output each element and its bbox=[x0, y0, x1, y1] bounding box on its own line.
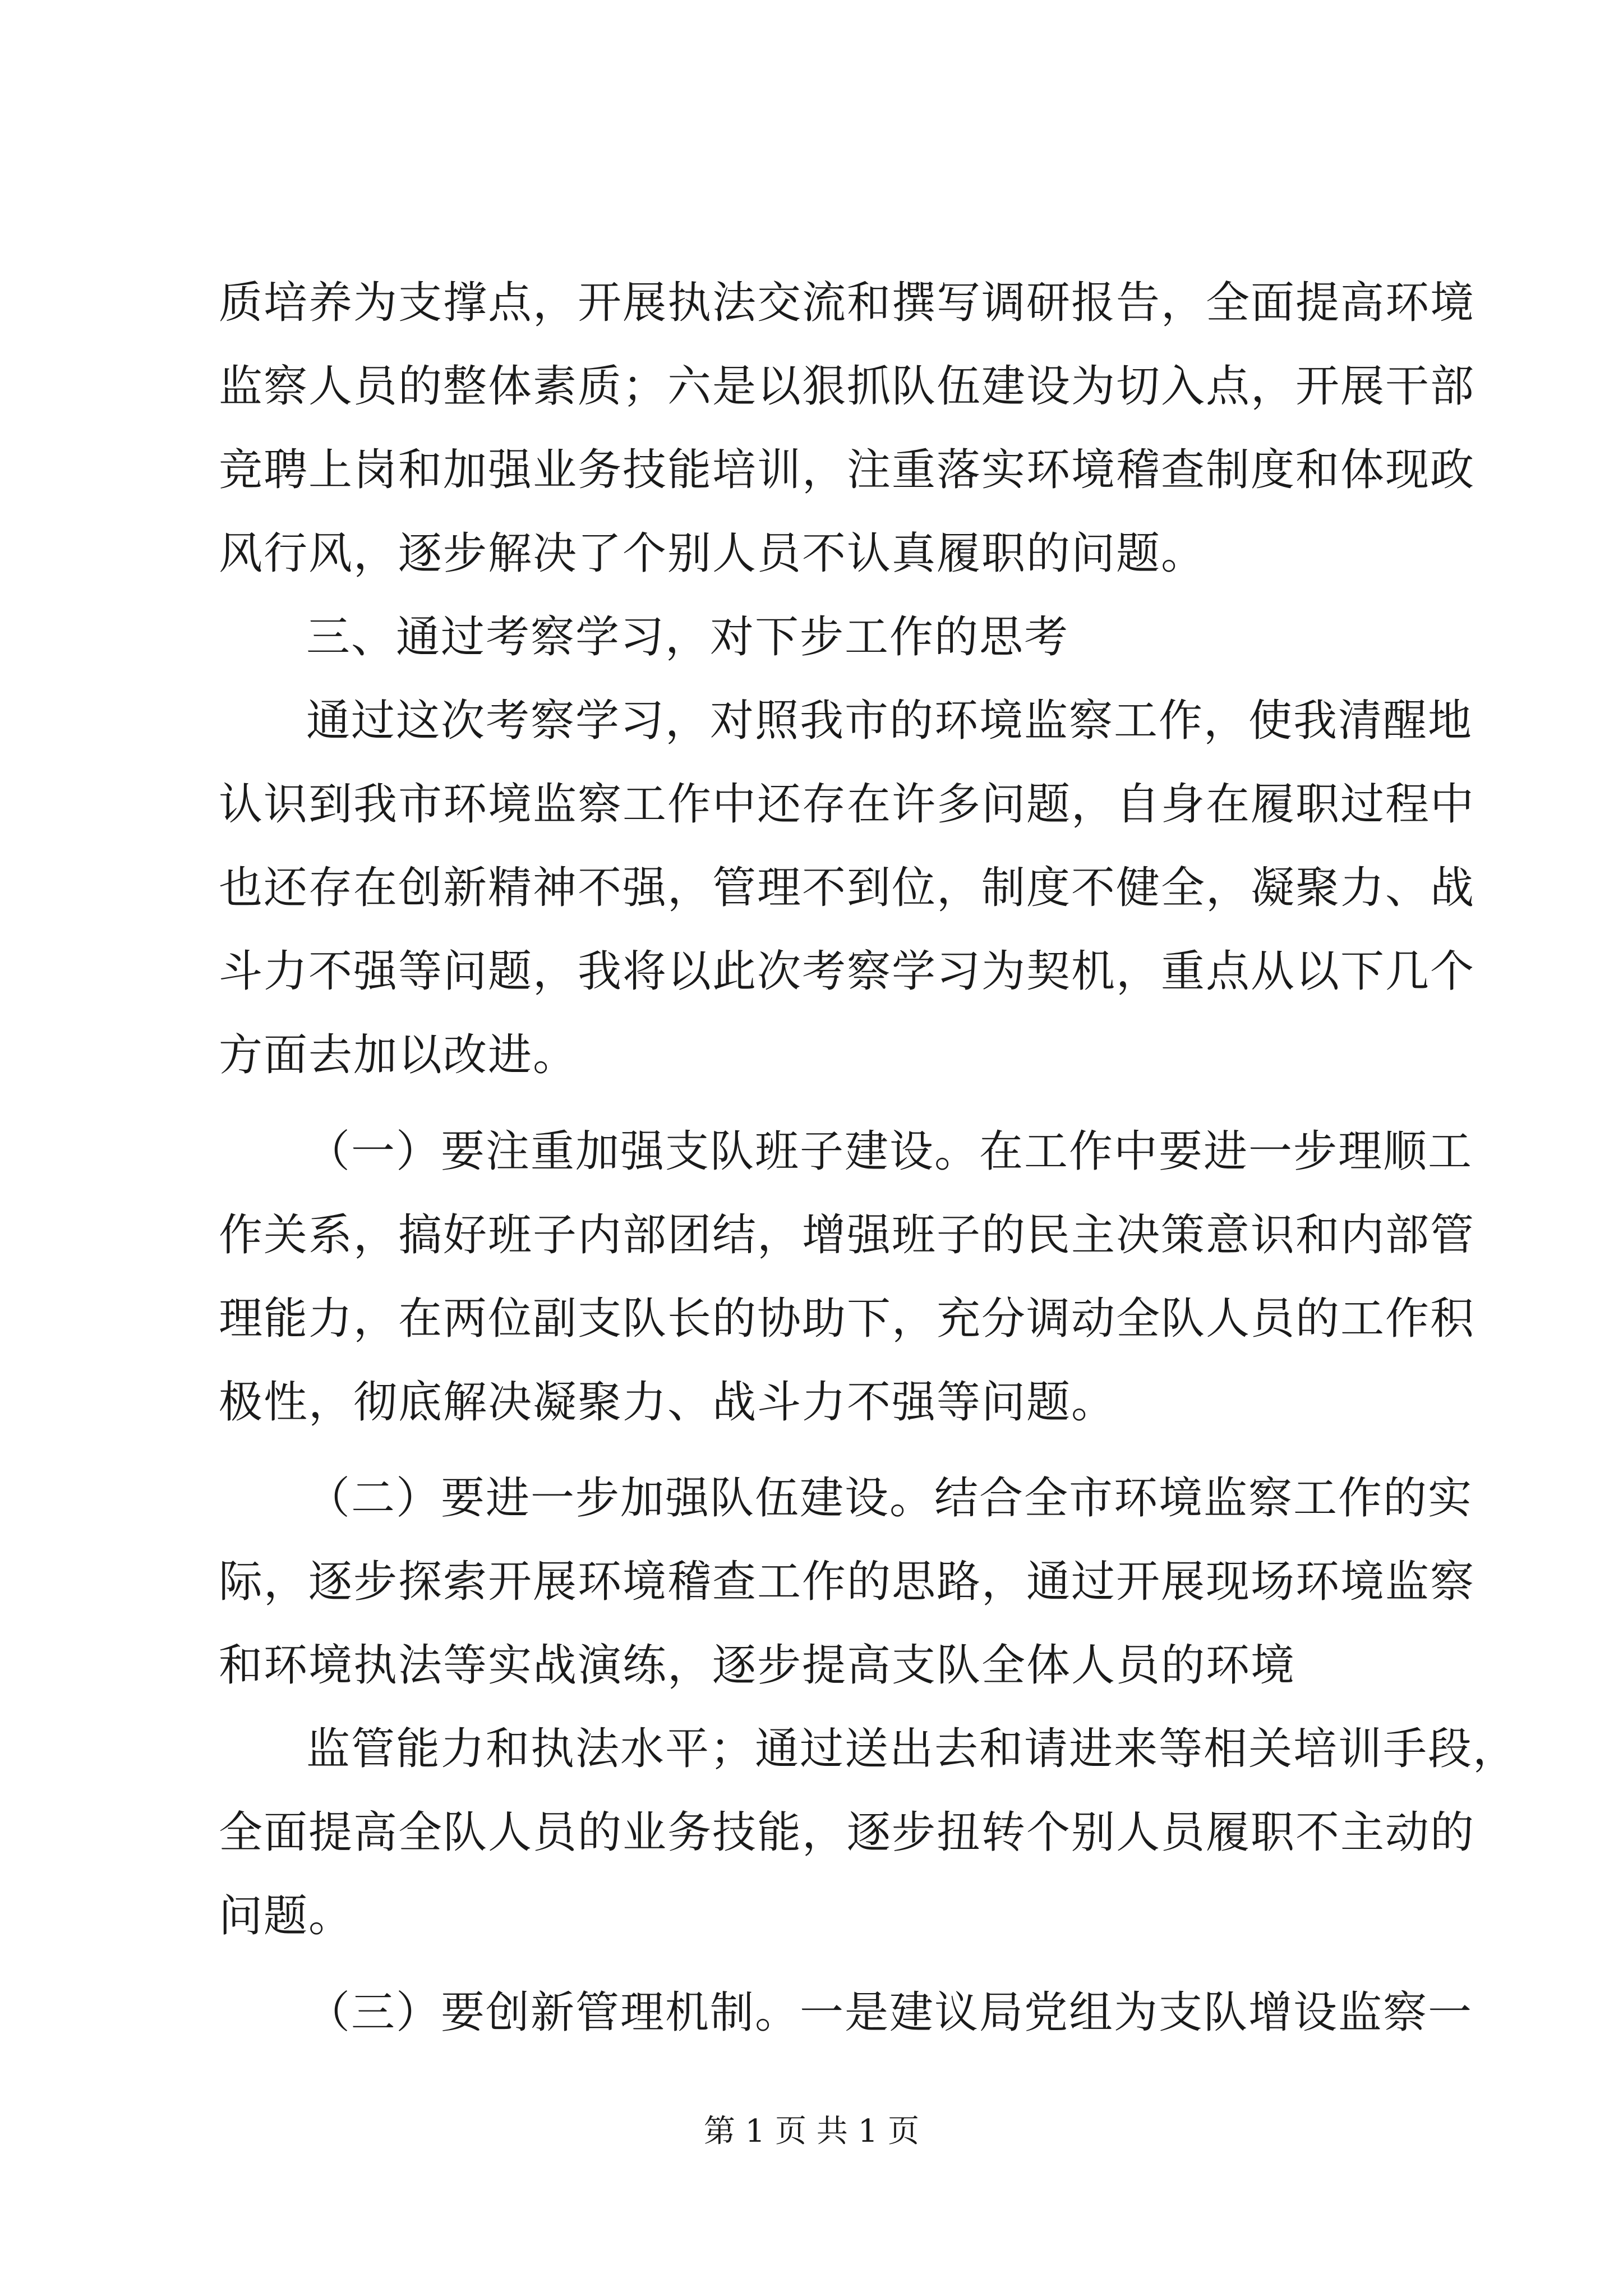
paragraph-line: 质培养为支撑点，开展执法交流和撰写调研报告，全面提高环境 bbox=[219, 278, 1476, 328]
paragraph-line: 方面去加以改进。 bbox=[219, 1030, 578, 1080]
paragraph-line: 理能力，在两位副支队长的协助下，充分调动全队人员的工作积 bbox=[219, 1294, 1476, 1344]
paragraph-line: （一）要注重加强支队班子建设。在工作中要进一步理顺工 bbox=[306, 1126, 1473, 1177]
paragraph-line: 监察人员的整体素质；六是以狠抓队伍建设为切入点，开展干部 bbox=[219, 361, 1476, 412]
paragraph-line: 际，逐步探索开展环境稽查工作的思路，通过开展现场环境监察 bbox=[219, 1557, 1476, 1607]
section-heading: 三、通过考察学习，对下步工作的思考 bbox=[306, 612, 1069, 662]
paragraph-line: 和环境执法等实战演练，逐步提高支队全体人员的环境 bbox=[219, 1640, 1296, 1691]
paragraph-line: （二）要进一步加强队伍建设。结合全市环境监察工作的实 bbox=[306, 1473, 1473, 1524]
paragraph-line: 风行风，逐步解决了个别人员不认真履职的问题。 bbox=[219, 528, 1206, 579]
paragraph-line: 竞聘上岗和加强业务技能培训，注重落实环境稽查制度和体现政 bbox=[219, 445, 1476, 495]
paragraph-line: 极性，彻底解决凝聚力、战斗力不强等问题。 bbox=[219, 1377, 1117, 1428]
paragraph-line: 全面提高全队人员的业务技能，逐步扭转个别人员履职不主动的 bbox=[219, 1807, 1476, 1858]
paragraph-line: 作关系，搞好班子内部团结，增强班子的民主决策意识和内部管 bbox=[219, 1210, 1476, 1260]
paragraph-line: （三）要创新管理机制。一是建议局党组为支队增设监察一 bbox=[306, 1987, 1473, 2038]
paragraph-line: 也还存在创新精神不强，管理不到位，制度不健全，凝聚力、战 bbox=[219, 863, 1476, 913]
paragraph-line: 通过这次考察学习，对照我市的环境监察工作，使我清醒地 bbox=[306, 696, 1473, 746]
paragraph-line: 监管能力和执法水平；通过送出去和请进来等相关培训手段， bbox=[306, 1724, 1518, 1774]
paragraph-line: 认识到我市环境监察工作中还存在许多问题，自身在履职过程中 bbox=[219, 779, 1476, 830]
page-footer: 第 1 页 共 1 页 bbox=[703, 2113, 920, 2150]
paragraph-line: 问题。 bbox=[219, 1891, 354, 1941]
paragraph-line: 斗力不强等问题，我将以此次考察学习为契机，重点从以下几个 bbox=[219, 946, 1476, 997]
